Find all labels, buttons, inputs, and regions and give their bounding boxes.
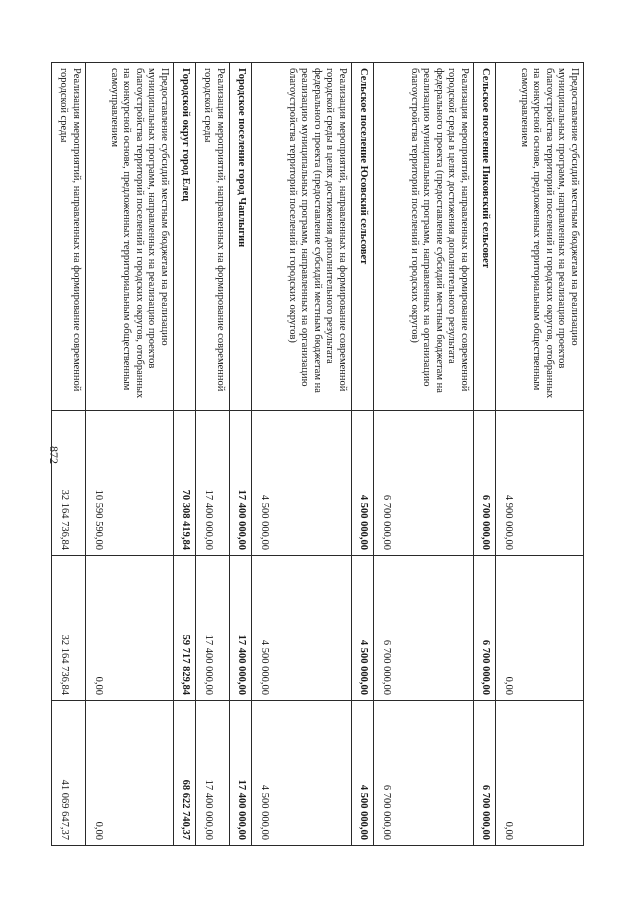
budget-table — [51, 62, 584, 846]
rotated-table-container — [58, 62, 584, 845]
table-row — [86, 63, 174, 846]
row-value-2: 0,00 — [86, 556, 174, 701]
row-value-3: 6 700 000,00 — [474, 701, 496, 846]
row-description: Реализация мероприятий, направленных на формирование современной городской среды — [52, 63, 86, 411]
row-value-2: 0,00 — [496, 556, 584, 701]
group-title: Сельское поселение Юсовский сельсовет — [352, 63, 374, 411]
table-row — [196, 63, 230, 846]
row-value-3: 41 069 647,37 — [52, 701, 86, 846]
group-title: Городское поселение город Чаплыгин — [230, 63, 252, 411]
table-row — [52, 63, 86, 846]
row-value-3: 17 400 000,00 — [230, 701, 252, 846]
page-number: 872 — [47, 446, 61, 464]
row-value-2: 6 700 000,00 — [474, 556, 496, 701]
row-value-1: 10 590 590,00 — [86, 411, 174, 556]
row-value-1: 70 308 419,84 — [174, 411, 196, 556]
row-value-3: 68 622 740,37 — [174, 701, 196, 846]
row-value-2: 4 500 000,00 — [252, 556, 352, 701]
row-value-3: 6 700 000,00 — [374, 701, 474, 846]
row-value-2: 17 400 000,00 — [196, 556, 230, 701]
group-title: Городской округ город Елец — [174, 63, 196, 411]
row-description: Предоставление субсидий местным бюджетам на реализацию муниципальных программ, направленных на реализацию проектов благоустройства территорий поселений и городских округов, отобранных на конкурсной основе, предложенных территориальным общественным самоуправлением — [86, 63, 174, 411]
row-value-1: 17 400 000,00 — [230, 411, 252, 556]
table-row — [474, 63, 496, 846]
row-value-2: 59 717 829,84 — [174, 556, 196, 701]
row-value-3: 4 500 000,00 — [252, 701, 352, 846]
row-value-1: 4 500 000,00 — [352, 411, 374, 556]
row-value-1: 6 700 000,00 — [474, 411, 496, 556]
row-value-2: 4 500 000,00 — [352, 556, 374, 701]
row-value-3: 0,00 — [496, 701, 584, 846]
row-value-1: 6 700 000,00 — [374, 411, 474, 556]
row-value-2: 6 700 000,00 — [374, 556, 474, 701]
row-description: Реализация мероприятий, направленных на формирование современной городской среды — [196, 63, 230, 411]
row-value-1: 32 164 736,84 — [52, 411, 86, 556]
row-value-1: 17 400 000,00 — [196, 411, 230, 556]
row-value-1: 4 500 000,00 — [252, 411, 352, 556]
row-value-1: 4 900 000,00 — [496, 411, 584, 556]
row-value-3: 0,00 — [86, 701, 174, 846]
table-row — [374, 63, 474, 846]
table-row — [252, 63, 352, 846]
row-description: Реализация мероприятий, направленных на формирование современной городской среды в целях достижения дополнительного результата федерального проекта (предоставление субсидий местным бюджетам на реализацию муниципальных программ, направленных на организацию благоустройства территорий поселений и городских округов) — [374, 63, 474, 411]
group-title: Сельское поселение Пиковский сельсовет — [474, 63, 496, 411]
table-row — [352, 63, 374, 846]
row-value-3: 17 400 000,00 — [196, 701, 230, 846]
table-row — [174, 63, 196, 846]
row-value-3: 4 500 000,00 — [352, 701, 374, 846]
table-row — [230, 63, 252, 846]
row-value-2: 32 164 736,84 — [52, 556, 86, 701]
row-description: Реализация мероприятий, направленных на формирование современной городской среды в целях достижения дополнительного результата федерального проекта (предоставление субсидий местным бюджетам на реализацию муниципальных программ, направленных на организацию благоустройства территорий поселений и городских округов) — [252, 63, 352, 411]
table-row — [496, 63, 584, 846]
row-value-2: 17 400 000,00 — [230, 556, 252, 701]
row-description: Предоставление субсидий местным бюджетам на реализацию муниципальных программ, направленных на реализацию проектов благоустройства территорий поселений и городских округов, отобранных на конкурсной основе, предложенных территориальным общественным самоуправлением — [496, 63, 584, 411]
